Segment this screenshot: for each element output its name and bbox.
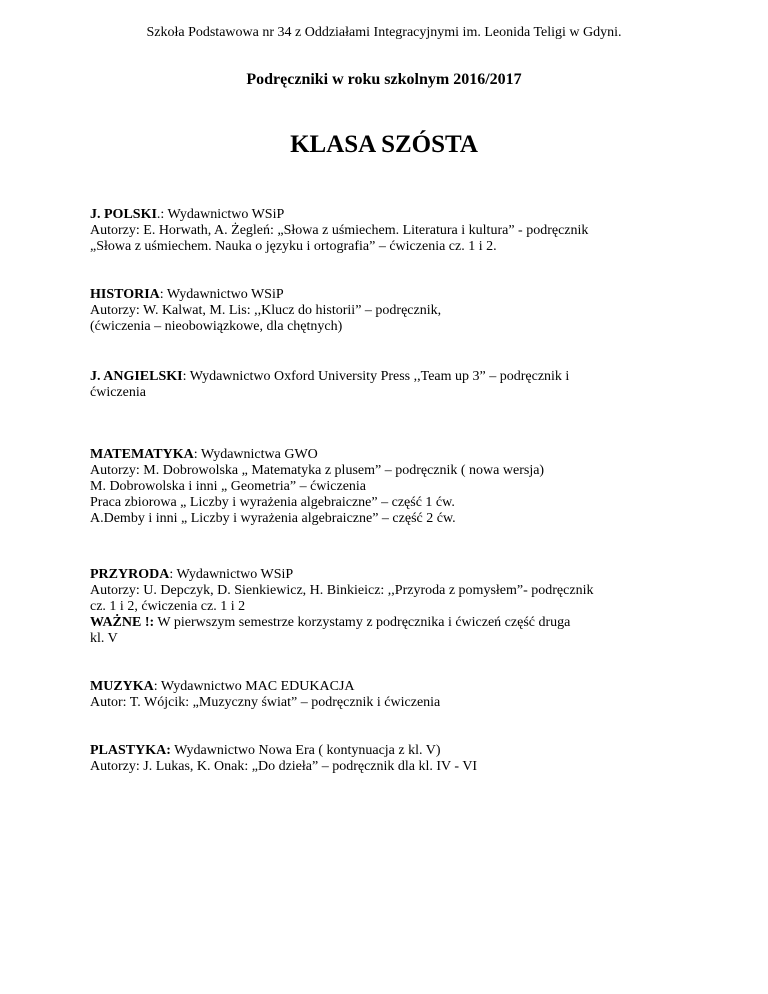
section-muzyka-line: Autor: T. Wójcik: „Muzyczny świat” – podręcznik i ćwiczenia — [90, 695, 441, 710]
section-matematyka-label: MATEMATYKA — [90, 447, 194, 462]
section-plastyka-publisher: Wydawnictwo Nowa Era ( kontynuacja z kl. V) — [170, 743, 441, 758]
section-historia-label: HISTORIA — [90, 287, 160, 302]
section-angielski-label: J. ANGIELSKI — [90, 369, 183, 384]
section-matematyka-heading — [90, 446, 318, 463]
section-przyroda-note — [90, 614, 570, 631]
page-title: KLASA SZÓSTA — [290, 131, 478, 158]
section-angielski-line: ćwiczenia — [90, 385, 146, 400]
section-historia-heading — [90, 286, 284, 303]
section-przyroda-line: kl. V — [90, 631, 118, 646]
school-header: Szkoła Podstawowa nr 34 z Oddziałami Integracyjnymi im. Leonida Teligi w Gdyni. — [146, 25, 622, 40]
section-matematyka-line: A.Demby i inni „ Liczby i wyrażenia algebraiczne” – część 2 ćw. — [90, 511, 456, 526]
section-przyroda-line: Autorzy: U. Depczyk, D. Sienkiewicz, H. Binkieicz: ,,Przyroda z pomysłem”- podręcznik — [90, 583, 594, 598]
section-polski-line: Autorzy: E. Horwath, A. Żegleń: „Słowa z uśmiechem. Literatura i kultura” - podręcznik — [90, 223, 589, 238]
section-historia-line: (ćwiczenia – nieobowiązkowe, dla chętnych) — [90, 319, 343, 334]
section-polski-line: „Słowa z uśmiechem. Nauka o języku i ortografia” – ćwiczenia cz. 1 i 2. — [90, 239, 497, 254]
section-muzyka-heading — [90, 678, 355, 695]
document-subtitle: Podręczniki w roku szkolnym 2016/2017 — [246, 71, 522, 88]
section-matematyka-publisher: : Wydawnictwa GWO — [193, 447, 318, 462]
section-plastyka-line: Autorzy: J. Lukas, K. Onak: „Do dzieła” – podręcznik dla kl. IV - VI — [90, 759, 478, 774]
section-przyroda-label: PRZYRODA — [90, 567, 170, 582]
section-plastyka-label: PLASTYKA: — [90, 743, 171, 758]
section-polski-publisher: .: Wydawnictwo WSiP — [156, 207, 285, 222]
section-polski-heading — [90, 206, 284, 223]
section-angielski-publisher: : Wydawnictwo Oxford University Press ,,Team up 3” – podręcznik i — [182, 369, 570, 384]
important-note-text: W pierwszym semestrze korzystamy z podręcznika i ćwiczeń część druga — [154, 615, 571, 630]
section-muzyka-label: MUZYKA — [90, 679, 154, 694]
section-matematyka-line: Praca zbiorowa „ Liczby i wyrażenia algebraiczne” – część 1 ćw. — [90, 495, 455, 510]
important-note-label: WAŻNE !: — [90, 615, 155, 630]
section-polski-label: J. POLSKI — [90, 207, 157, 222]
section-historia-line: Autorzy: W. Kalwat, M. Lis: ,,Klucz do historii” – podręcznik, — [90, 303, 442, 318]
section-angielski-heading — [90, 368, 569, 385]
section-muzyka-publisher: : Wydawnictwo MAC EDUKACJA — [153, 679, 355, 694]
section-przyroda-publisher: : Wydawnictwo WSiP — [169, 567, 294, 582]
section-matematyka-line: Autorzy: M. Dobrowolska „ Matematyka z plusem” – podręcznik ( nowa wersja) — [90, 463, 545, 478]
section-plastyka-heading — [90, 742, 441, 759]
section-przyroda-line: cz. 1 i 2, ćwiczenia cz. 1 i 2 — [90, 599, 246, 614]
section-historia-publisher: : Wydawnictwo WSiP — [159, 287, 284, 302]
section-matematyka-line: M. Dobrowolska i inni „ Geometria” – ćwiczenia — [90, 479, 367, 494]
section-przyroda-heading — [90, 566, 293, 583]
